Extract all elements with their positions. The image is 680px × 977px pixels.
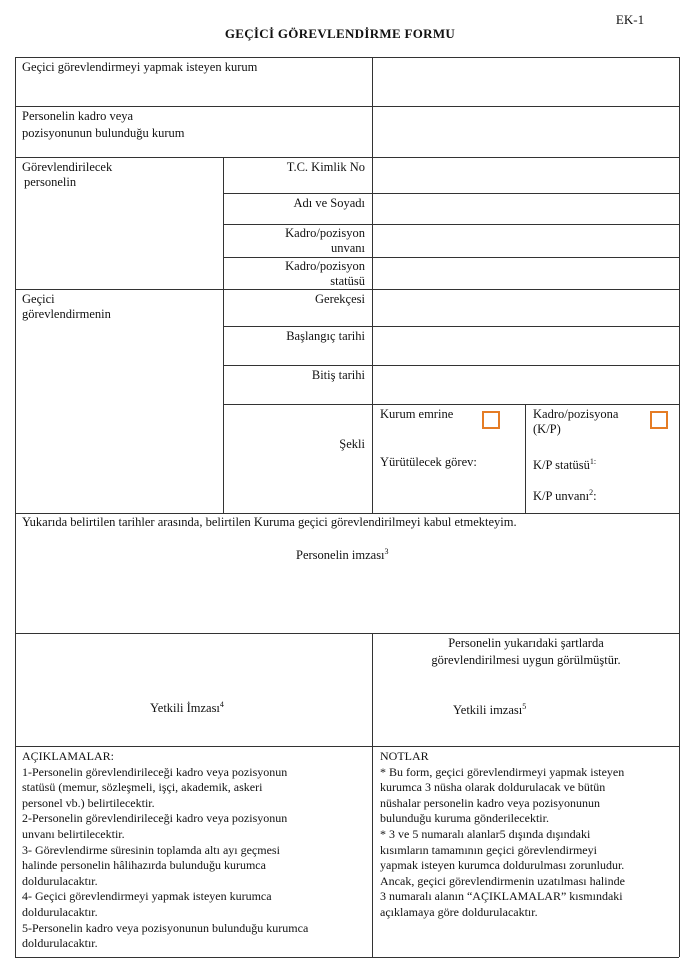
form-title: GEÇİCİ GÖREVLENDİRME FORMU bbox=[224, 26, 456, 41]
kp-title-label: K/P unvanı$^2$: bbox=[533, 488, 597, 504]
requesting-institution-field[interactable] bbox=[376, 60, 674, 102]
reason-field[interactable] bbox=[376, 293, 674, 323]
notes-title: NOTLAR bbox=[380, 749, 429, 763]
explanation-line: doldurulacaktır. bbox=[22, 873, 98, 888]
note-line: * 3 ve 5 numaralı alanlar5 dışında dışındaki bbox=[380, 826, 591, 841]
explanation-line: 5-Personelin kadro veya pozisyonunun bulunduğu kurumca bbox=[22, 920, 309, 935]
end-date-label: Bitiş tarihi bbox=[311, 368, 365, 382]
method-label: Şekli bbox=[339, 437, 365, 451]
explanation-line: statüsü (memur, sözleşmeli, işçi, akademik, askeri bbox=[22, 780, 263, 795]
note-line: bulunduğu kuruma gönderilecektir. bbox=[380, 811, 549, 826]
authorized-signature-right-label: Yetkili imzası$^5$ bbox=[453, 702, 527, 718]
note-line: kurumca 3 nüsha olarak doldurulacak ve bütün bbox=[380, 780, 606, 795]
position-title-label: Kadro/pozisyon unvanı bbox=[285, 226, 365, 255]
explanation-line: doldurulacaktır. bbox=[22, 936, 98, 951]
position-status-label: Kadro/pozisyon statüsü bbox=[285, 259, 365, 288]
institution-order-label: Kurum emrine bbox=[380, 407, 454, 421]
note-line: 3 numaralı alanın “AÇIKLAMALAR” kısmındaki bbox=[380, 889, 623, 904]
note-line: * Bu form, geçici görevlendirmeyi yapmak isteyen bbox=[380, 764, 625, 779]
start-date-label: Başlangıç tarihi bbox=[286, 329, 365, 343]
assignment-group-label: Geçici görevlendirmenin bbox=[22, 292, 111, 321]
tc-id-label: T.C. Kimlik No bbox=[286, 160, 365, 174]
explanation-line: unvanı belirtilecektir. bbox=[22, 826, 125, 841]
end-date-field[interactable] bbox=[376, 369, 674, 401]
explanation-line: personel vb.) belirtilecektir. bbox=[22, 795, 155, 810]
start-date-field[interactable] bbox=[376, 330, 674, 362]
notes-section bbox=[380, 749, 676, 921]
name-surname-label: Adı ve Soyadı bbox=[293, 196, 365, 210]
approval-text: Personelin yukarıdaki şartlarda görevlendirilmesi uygun görülmüştür. bbox=[431, 636, 621, 667]
personnel-signature-label: Personelin imzası$^3$ bbox=[296, 547, 389, 563]
institution-order-checkbox[interactable] bbox=[482, 411, 500, 429]
position-assignment-checkbox[interactable] bbox=[650, 411, 668, 429]
explanation-line: halinde personelin hâlihazırda bulunduğu kurumca bbox=[22, 858, 266, 873]
note-line: yapmak isteyen kurumca doldurulması zorunludur. bbox=[380, 858, 625, 873]
note-line: açıklamaya göre doldurulacaktır. bbox=[380, 904, 538, 919]
position-status-field[interactable] bbox=[376, 261, 674, 286]
kp-status-label: K/P statüsü$^{1:}$ bbox=[533, 457, 597, 473]
explanations-title: AÇIKLAMALAR: bbox=[22, 749, 114, 763]
authorized-signature-left-label: Yetkili İmzası$^4$ bbox=[150, 700, 224, 716]
personnel-signature-area[interactable] bbox=[16, 565, 679, 631]
consent-text: Yukarıda belirtilen tarihler arasında, belirtilen Kuruma geçici görevlendirilmeyi kabul etmekteyim. bbox=[22, 515, 517, 529]
explanation-line: 4- Geçici görevlendirmeyi yapmak isteyen kurumca bbox=[22, 889, 272, 904]
position-assignment-label: Kadro/pozisyona (K/P) bbox=[533, 407, 619, 436]
duty-label: Yürütülecek görev: bbox=[380, 455, 477, 469]
explanation-line: 3- Görevlendirme süresinin toplamda altı ayı geçmesi bbox=[22, 842, 280, 857]
home-institution-label: Personelin kadro veya pozisyonunun bulunduğu kurum bbox=[22, 109, 185, 140]
explanation-line: 2-Personelin görevlendirileceği kadro veya pozisyonun bbox=[22, 811, 288, 826]
tc-id-field[interactable] bbox=[376, 161, 674, 190]
note-line: Ancak, geçici görevlendirmenin uzatılması halinde bbox=[380, 873, 625, 888]
explanation-line: 1-Personelin görevlendirileceği kadro veya pozisyonun bbox=[22, 764, 288, 779]
appendix-label: EK-1 bbox=[615, 12, 645, 27]
requesting-institution-label: Geçici görevlendirmeyi yapmak isteyen kurum bbox=[22, 60, 258, 74]
name-surname-field[interactable] bbox=[376, 197, 674, 221]
note-line: kısımların tamamının geçici görevlendirmeyi bbox=[380, 842, 597, 857]
home-institution-field[interactable] bbox=[376, 110, 674, 154]
position-title-field[interactable] bbox=[376, 228, 674, 254]
reason-label: Gerekçesi bbox=[315, 292, 365, 306]
personnel-group-label: Görevlendirilecek personelin bbox=[22, 160, 113, 189]
note-line: nüshalar personelin kadro veya pozisyonunun bbox=[380, 795, 600, 810]
explanations-section bbox=[22, 749, 370, 952]
explanation-line: doldurulacaktır. bbox=[22, 904, 98, 919]
